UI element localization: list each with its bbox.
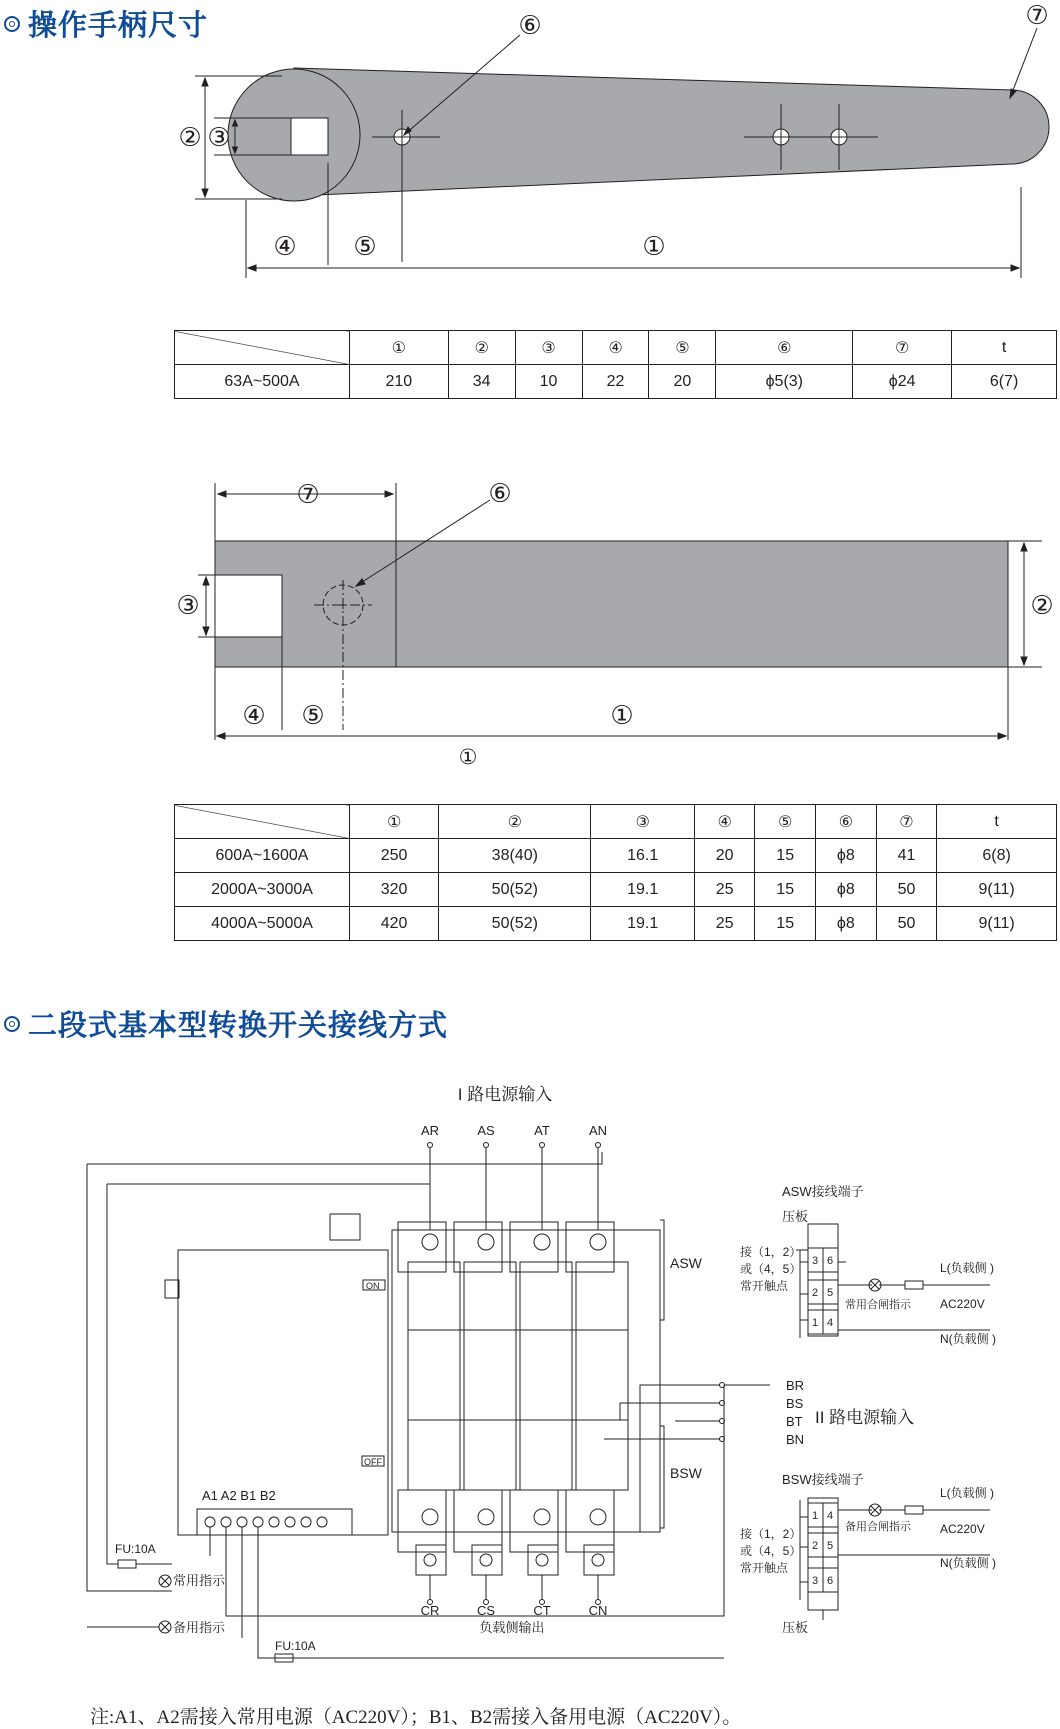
asw-plate-label: 压板 — [782, 1209, 809, 1224]
table-header-cell: ⑦ — [876, 805, 937, 839]
pin-number: 3 — [811, 1255, 819, 1267]
square-hole — [291, 118, 328, 155]
table-header-cell: ⑦ — [853, 331, 952, 365]
terminal-label: AT — [534, 1123, 550, 1138]
table-cell: 6(8) — [937, 839, 1057, 873]
table-row-label: 600A~1600A — [175, 839, 350, 873]
table-row — [175, 365, 1057, 399]
pin-number: 6 — [826, 1255, 834, 1267]
section-title: 二段式基本型转换开关接线方式 — [28, 1008, 449, 1042]
standby-lamp-label: 备用指示 — [173, 1620, 226, 1635]
dim-label-1: ① — [642, 231, 666, 261]
table-cell: 19.1 — [591, 873, 695, 907]
pin-number: 5 — [826, 1287, 834, 1299]
dim-label-1: ① — [610, 700, 634, 730]
table-cell: ϕ5(3) — [716, 365, 853, 399]
output-title: 负载侧输出 — [479, 1620, 545, 1635]
off-label: OFF — [364, 1457, 382, 1467]
dimension-table-small — [174, 330, 1057, 399]
table-corner-cell — [175, 805, 350, 839]
bsw-label: BSW — [670, 1465, 702, 1481]
table-header-cell: ⑤ — [755, 805, 816, 839]
table-cell: 38(40) — [439, 839, 591, 873]
asw-indicator-label: 常用合闸指示 — [845, 1299, 911, 1311]
table-header-row — [175, 805, 1057, 839]
table-header-cell: t — [937, 805, 1057, 839]
normal-lamp-label: 常用指示 — [173, 1573, 226, 1588]
table-row — [175, 839, 1057, 873]
terminal-label: CS — [476, 1603, 496, 1618]
dim-label-3: ③ — [176, 590, 200, 620]
bsw-indicator-label: 备用合闸指示 — [845, 1521, 911, 1533]
pin-number: 4 — [826, 1317, 834, 1329]
asw-contact-line1: 接（1，2） — [740, 1245, 802, 1259]
table-header-cell: ⑥ — [716, 331, 853, 365]
table-cell: 25 — [694, 907, 755, 941]
bsw-contact-line3: 常开触点 — [740, 1561, 789, 1575]
bar-body — [215, 541, 1008, 667]
table-header-cell: ② — [439, 805, 591, 839]
input1-title: I 路电源输入 — [457, 1085, 553, 1104]
table-cell: 50(52) — [439, 873, 591, 907]
table-cell: 6(7) — [952, 365, 1057, 399]
table-cell: 210 — [350, 365, 449, 399]
input2-title: II 路电源输入 — [815, 1408, 915, 1427]
asw-block-title: ASW接线端子 — [782, 1184, 864, 1199]
table-header-cell: ④ — [582, 331, 649, 365]
section-heading-wiring — [4, 1003, 448, 1044]
terminal-label: BN — [786, 1432, 805, 1447]
table-cell: 420 — [350, 907, 439, 941]
terminal-label: BT — [786, 1414, 803, 1429]
terminal-label: CR — [420, 1603, 440, 1618]
pin-number: 4 — [826, 1510, 834, 1522]
table-cell: 50(52) — [439, 907, 591, 941]
table-corner-cell — [175, 331, 350, 365]
pin-number: 2 — [811, 1540, 819, 1552]
terminal-label: CT — [533, 1603, 551, 1618]
terminal-label: BR — [786, 1378, 805, 1393]
bsw-l-side: L(负载侧 ) — [940, 1486, 995, 1500]
pin-number: 5 — [826, 1540, 834, 1552]
table-cell: 50 — [876, 873, 937, 907]
asw-label: ASW — [670, 1255, 702, 1271]
dimension-table-large — [174, 804, 1057, 941]
terminal-label: BS — [786, 1396, 804, 1411]
table-header-cell: ① — [350, 331, 449, 365]
table-cell: 15 — [755, 907, 816, 941]
dim-label-4: ④ — [242, 700, 266, 730]
dim-label-6: ⑥ — [488, 478, 512, 508]
wiring-diagram — [0, 1060, 1060, 1680]
table-cell: 34 — [448, 365, 515, 399]
bsw-n-side: N(负载侧 ) — [940, 1556, 996, 1570]
table-row — [175, 873, 1057, 907]
table-cell: 41 — [876, 839, 937, 873]
dim-label-7: ⑦ — [296, 479, 320, 509]
table-cell: 22 — [582, 365, 649, 399]
pin-number: 1 — [811, 1317, 819, 1329]
table-header-cell: ⑤ — [649, 331, 716, 365]
table-cell: 20 — [694, 839, 755, 873]
dim-label-7: ⑦ — [1025, 0, 1049, 30]
bullet-circle-icon — [4, 1016, 20, 1032]
table-row-label: 4000A~5000A — [175, 907, 350, 941]
dim-label-6: ⑥ — [518, 10, 542, 40]
dim-label-1-below: ① — [458, 746, 478, 769]
table-cell: ϕ8 — [815, 907, 876, 941]
table-cell: 15 — [755, 873, 816, 907]
table-header-cell: ⑥ — [815, 805, 876, 839]
terminal-label: CN — [588, 1603, 608, 1618]
table-cell: 320 — [350, 873, 439, 907]
asw-contact-line3: 常开触点 — [740, 1279, 789, 1293]
table-cell: 25 — [694, 873, 755, 907]
dim-label-5: ⑤ — [353, 231, 377, 261]
terminal-label: AS — [477, 1123, 495, 1138]
table-header-cell: ② — [448, 331, 515, 365]
table-row-label: 63A~500A — [175, 365, 350, 399]
footnote: 注:A1、A2需接入常用电源（AC220V）；B1、B2需接入备用电源（AC220V）。 — [90, 1707, 742, 1728]
table-header-cell: t — [952, 331, 1057, 365]
table-cell: ϕ24 — [853, 365, 952, 399]
table-cell: ϕ8 — [815, 873, 876, 907]
dim-label-2: ② — [178, 122, 202, 152]
bsw-contact-line2: 或（4，5） — [740, 1544, 802, 1558]
table-cell: 9(11) — [937, 907, 1057, 941]
asw-voltage: AC220V — [940, 1297, 985, 1311]
pin-number: 1 — [811, 1510, 819, 1522]
terminal-label: AN — [588, 1123, 608, 1138]
bsw-contact-line1: 接（1，2） — [740, 1527, 802, 1541]
section-title: 操作手柄尺寸 — [28, 8, 209, 42]
table-row-label: 2000A~3000A — [175, 873, 350, 907]
terminal-label: AR — [420, 1123, 440, 1138]
asw-l-side: L(负载侧 ) — [940, 1261, 995, 1275]
pin-number: 3 — [811, 1575, 819, 1587]
dim-label-2: ② — [1030, 590, 1054, 620]
fuse-label: FU:10A — [115, 1542, 156, 1556]
handle-drawing-large — [0, 460, 1060, 780]
table-cell: 15 — [755, 839, 816, 873]
handle-drawing-small — [0, 0, 1060, 280]
on-label: ON — [366, 1281, 380, 1291]
table-cell: 250 — [350, 839, 439, 873]
dim-label-5: ⑤ — [301, 700, 325, 730]
bsw-plate-label: 压板 — [782, 1620, 809, 1635]
table-cell: 20 — [649, 365, 716, 399]
pin-number: 6 — [826, 1575, 834, 1587]
table-cell: 16.1 — [591, 839, 695, 873]
table-row — [175, 907, 1057, 941]
table-header-cell: ③ — [591, 805, 695, 839]
table-cell: 50 — [876, 907, 937, 941]
control-terminal-labels: A1 A2 B1 B2 — [202, 1488, 276, 1503]
table-header-cell: ③ — [515, 331, 582, 365]
bsw-block-title: BSW接线端子 — [782, 1472, 864, 1487]
table-cell: ϕ8 — [815, 839, 876, 873]
asw-contact-line2: 或（4，5） — [740, 1262, 802, 1276]
table-cell: 10 — [515, 365, 582, 399]
bsw-voltage: AC220V — [940, 1522, 985, 1536]
table-header-cell: ① — [350, 805, 439, 839]
dim-label-4: ④ — [273, 231, 297, 261]
table-cell: 9(11) — [937, 873, 1057, 907]
asw-n-side: N(负载侧 ) — [940, 1332, 996, 1346]
dim-label-3: ③ — [207, 122, 231, 152]
table-header-row — [175, 331, 1057, 365]
table-header-cell: ④ — [694, 805, 755, 839]
fuse-label: FU:10A — [275, 1639, 316, 1653]
table-cell: 19.1 — [591, 907, 695, 941]
pin-number: 2 — [811, 1287, 819, 1299]
